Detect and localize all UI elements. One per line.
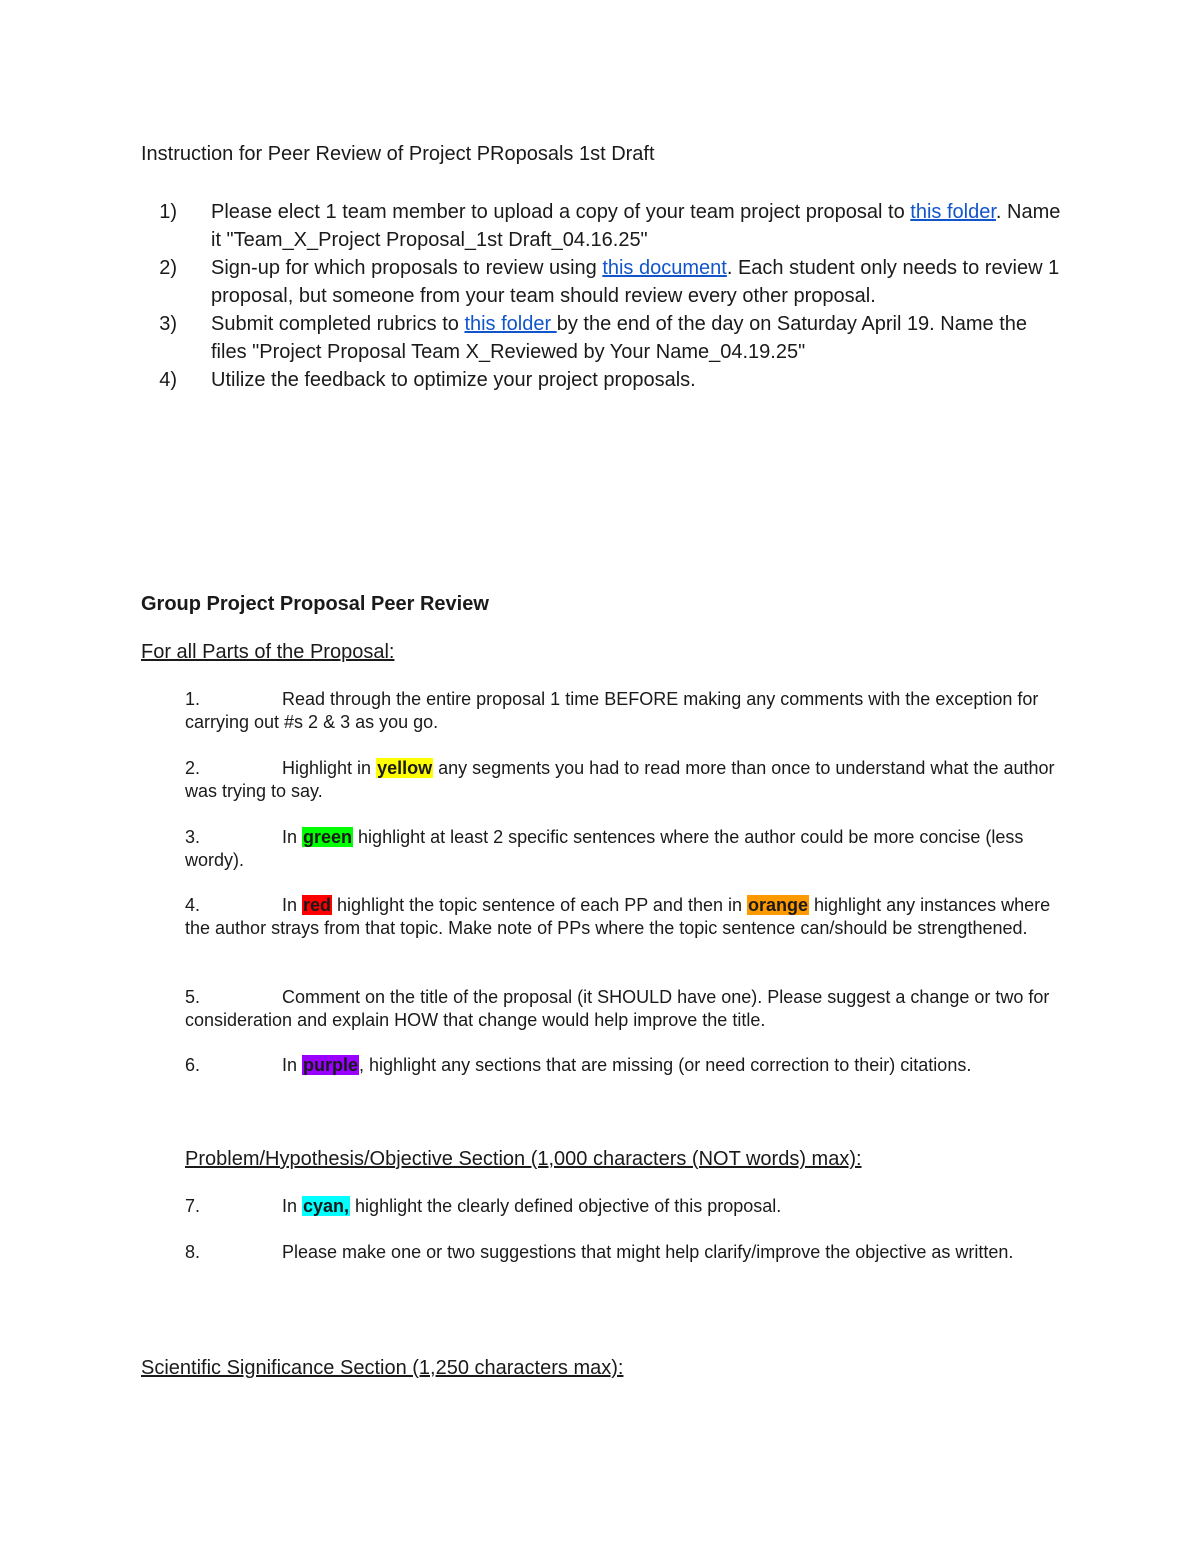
rubric-item-3	[185, 826, 1065, 872]
significance-section-heading: Scientific Significance Section (1,250 characters max):	[141, 1357, 624, 1379]
item-text: highlight at least 2 specific sentences where the author could be more concise (less wordy).	[185, 827, 1024, 870]
green-highlight: green	[303, 827, 353, 847]
item-number: 2.	[185, 758, 201, 778]
item-text: In	[282, 827, 303, 847]
rubric-item-6	[185, 1054, 1065, 1077]
page-heading: Instruction for Peer Review of Project PRoposals 1st Draft	[141, 143, 655, 165]
rubric-item-5	[185, 986, 1065, 1032]
step-text: . Each student only needs to review 1 proposal, but someone from your team should review every other proposal.	[211, 257, 1060, 307]
item-number: 3.	[185, 827, 201, 847]
item-number: 6.	[185, 1055, 201, 1075]
item-text: Comment on the title of the proposal (it SHOULD have one). Please suggest a change or two for consideration and explain HOW that change would help improve the title.	[185, 987, 1050, 1030]
step-text: Submit completed rubrics to	[211, 313, 465, 335]
item-text: In	[282, 1055, 303, 1075]
item-text: Please make one or two suggestions that might help clarify/improve the objective as written.	[282, 1242, 1014, 1262]
red-highlight: red	[303, 895, 332, 915]
folder-link[interactable]: this folder	[910, 201, 996, 223]
rubric-item-2	[185, 757, 1065, 803]
item-text: highlight any instances where the author strays from that topic. Make note of PPs where the topic sentence can/should be strengthened.	[185, 895, 1051, 938]
step-number: 2)	[159, 257, 177, 279]
item-number: 7.	[185, 1196, 201, 1216]
item-text: Highlight in	[282, 758, 377, 778]
step-text: Utilize the feedback to optimize your project proposals.	[211, 369, 696, 391]
folder-link[interactable]: this folder	[464, 313, 557, 335]
step-number: 1)	[159, 201, 177, 223]
rubric-title: Group Project Proposal Peer Review	[141, 593, 489, 615]
step-text: Please elect 1 team member to upload a copy of your team project proposal to	[211, 201, 911, 223]
item-text: any segments you had to read more than once to understand what the author was trying to say.	[185, 758, 1055, 801]
step-2	[141, 254, 1071, 310]
instruction-steps	[141, 198, 1071, 394]
item-text: In	[282, 895, 303, 915]
all-parts-heading: For all Parts of the Proposal:	[141, 641, 395, 663]
item-number: 5.	[185, 987, 201, 1007]
step-3	[141, 310, 1071, 366]
item-text: Read through the entire proposal 1 time BEFORE making any comments with the exception for carrying out #s 2 & 3 as you go.	[185, 689, 1039, 732]
item-number: 4.	[185, 895, 201, 915]
item-text: highlight the clearly defined objective of this proposal.	[350, 1196, 782, 1216]
rubric-item-8	[185, 1241, 1065, 1264]
document-link[interactable]: this document	[602, 257, 727, 279]
item-number: 1.	[185, 689, 201, 709]
step-text: . Name it "Team_X_Project Proposal_1st Draft_04.16.25"	[211, 201, 1061, 251]
step-text: Sign-up for which proposals to review using	[211, 257, 603, 279]
item-number: 8.	[185, 1242, 201, 1262]
problem-section-heading: Problem/Hypothesis/Objective Section (1,000 characters (NOT words) max):	[185, 1148, 862, 1170]
yellow-highlight: yellow	[377, 758, 433, 778]
step-1	[141, 198, 1071, 254]
item-text: , highlight any sections that are missing (or need correction to their) citations.	[359, 1055, 972, 1075]
item-text: In	[282, 1196, 303, 1216]
rubric-item-1	[185, 688, 1065, 734]
step-4	[141, 366, 1071, 394]
step-number: 4)	[159, 369, 177, 391]
step-number: 3)	[159, 313, 177, 335]
rubric-item-7	[185, 1195, 1065, 1218]
orange-highlight: orange	[748, 895, 809, 915]
rubric-item-4	[185, 894, 1065, 940]
cyan-highlight: cyan,	[303, 1196, 350, 1216]
item-text: highlight the topic sentence of each PP and then in	[332, 895, 747, 915]
step-text: by the end of the day on Saturday April 19. Name the files "Project Proposal Team X_Reviewed by Your Name_04.19.25"	[211, 313, 1028, 363]
purple-highlight: purple	[303, 1055, 359, 1075]
